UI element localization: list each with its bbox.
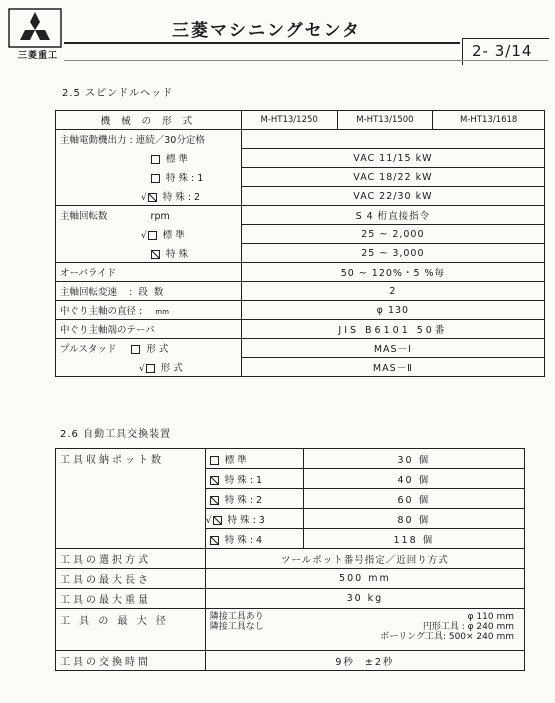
checkbox-icon: [146, 364, 155, 373]
motor-label: 主軸電動機出力: [60, 135, 127, 147]
option-label: 形 式: [160, 362, 183, 374]
speed-label: 主軸回転数: [60, 211, 108, 223]
empty-cell: [56, 529, 206, 549]
value-cell: 118 個: [303, 529, 524, 549]
motor-label-cell: [56, 130, 242, 149]
option-cell: [205, 489, 303, 509]
value-cell: 60 個: [303, 489, 524, 509]
table-row: [56, 263, 545, 282]
max-diameter-content: [210, 612, 520, 642]
table-row: [56, 509, 525, 529]
document-title: 三菱マシニングセンタ: [172, 21, 361, 41]
max-diameter-label: 工 具 の 最 大 径: [56, 609, 206, 651]
value-cell: MAS－Ⅱ: [241, 358, 544, 377]
option-cell: [56, 168, 242, 187]
table-row: [56, 225, 545, 244]
check-mark-icon: √: [141, 231, 147, 241]
taper-value: JIS B6101 50番: [241, 320, 544, 339]
option-cell: [56, 358, 242, 377]
table-row: [56, 339, 545, 358]
option-cell: [205, 529, 303, 549]
checkbox-icon: [131, 345, 140, 354]
option-label: 標 準: [162, 230, 185, 241]
table-row: [56, 651, 525, 671]
header-line: [64, 42, 460, 44]
model-1250: M-HT13/1250: [241, 111, 337, 130]
checkbox-icon: [151, 155, 160, 164]
option-cell: [205, 509, 303, 529]
checkbox-icon: [148, 231, 157, 240]
checked-box-icon: [151, 250, 160, 259]
value-cell: MAS－Ⅰ: [241, 339, 544, 358]
checked-box-icon: [210, 476, 219, 485]
check-mark-icon: √: [141, 192, 147, 203]
checkbox-icon: [210, 456, 219, 465]
option-label: 特 殊 : 4: [224, 534, 263, 546]
selection-value: ツールポット番号指定／近回り方式: [205, 549, 524, 569]
bore-dia-cell: [56, 301, 242, 320]
max-length-value: 500 mm: [205, 569, 524, 589]
checked-box-icon: [148, 193, 157, 202]
table-row: [56, 168, 545, 187]
pull-stud-cell: [56, 339, 242, 358]
bore-dia-unit: mm: [155, 308, 169, 316]
option-cell: [205, 469, 303, 489]
value-cell: 40 個: [303, 469, 524, 489]
option-label: 特 殊 : 3: [227, 514, 265, 526]
speed-label-cell: [56, 206, 242, 225]
max-diameter-cell: [205, 609, 524, 651]
section-heading-atc: 2.6 自動工具交換装置: [60, 429, 172, 440]
table-row: [56, 549, 525, 569]
check-mark-icon: √: [139, 363, 145, 374]
option-label: 形 式: [146, 344, 169, 356]
table-row: [56, 244, 545, 263]
checkbox-icon: [151, 174, 160, 183]
table-row: [56, 358, 545, 377]
option-cell: [205, 449, 303, 469]
option-cell: [56, 244, 242, 263]
option-label: 特 殊 : 1: [166, 173, 204, 184]
empty-cell: [241, 130, 544, 149]
adjacency-col: [210, 612, 264, 642]
table-row: [56, 609, 525, 651]
value-cell: 80 個: [303, 509, 524, 529]
value-cell: 30 個: [303, 449, 524, 469]
value-cell: 25 ~ 3,000: [241, 244, 544, 263]
max-weight-value: 30 kg: [205, 589, 524, 609]
table-row: [56, 206, 545, 225]
checked-box-icon: [210, 536, 219, 545]
option-cell: [56, 149, 242, 168]
empty-cell: [56, 509, 206, 529]
bore-dia-value: φ 130: [241, 301, 544, 320]
company-name: 三菱重工: [18, 51, 59, 61]
check-mark-icon: √: [205, 515, 212, 526]
change-time-label: 工具の交換時間: [56, 651, 206, 671]
adjacent-no: 隣接工具なし: [209, 622, 264, 632]
option-cell: [56, 225, 242, 244]
option-cell: [56, 187, 242, 206]
model-1618: M-HT13/1618: [433, 111, 545, 130]
checked-box-icon: [213, 516, 222, 525]
page-number: 2- 3/14: [472, 42, 533, 60]
gear-value: 2: [241, 282, 544, 301]
table-row: [56, 489, 525, 509]
selection-label: 工具の選択方式: [56, 549, 206, 569]
override-label: オーバライド: [56, 263, 242, 282]
diameter-boring-tool: ボーリング工具: 500× 240 mm: [380, 632, 514, 642]
table-row: [56, 320, 545, 339]
option-label: 特 殊 : 1: [224, 474, 263, 486]
speed-unit: rpm: [150, 211, 170, 223]
max-length-label: 工具の最大長さ: [56, 569, 206, 589]
option-label: 標 準: [224, 454, 247, 466]
table-row: [56, 569, 525, 589]
empty-cell: [56, 469, 206, 489]
table-row: [56, 187, 545, 206]
max-weight-label: 工具の最大重量: [56, 589, 206, 609]
speed-command: S 4 桁直接指令: [241, 206, 544, 225]
change-time-value: 9秒 ±2秒: [205, 651, 524, 671]
diameter-round-tool: 円形工具 : φ 240 mm: [422, 622, 514, 632]
table-row: [56, 301, 545, 320]
option-label: 特 殊 : 2: [224, 494, 263, 506]
spindle-spec-table: [55, 110, 545, 377]
diameter-adjacent: φ 110 mm: [467, 612, 514, 622]
option-label: 特 殊 : 2: [162, 191, 201, 203]
diameter-values: [380, 612, 520, 642]
adjacent-yes: 隣接工具あり: [209, 612, 264, 622]
value-cell: VAC 11/15 kW: [241, 149, 544, 168]
pot-count-label: 工具収納ポット数: [56, 449, 206, 469]
value-cell: 25 ~ 2,000: [241, 225, 544, 244]
table-row: [56, 589, 525, 609]
override-value: 50 ~ 120%・5 %毎: [241, 263, 544, 282]
checked-box-icon: [210, 496, 219, 505]
table-row: [56, 149, 545, 168]
gear-label: 主軸回転変速 : 段 数: [56, 282, 242, 301]
table-row: [56, 130, 545, 149]
option-label: 特 殊: [166, 248, 189, 260]
machine-type-header: 機 械 の 形 式: [56, 111, 242, 130]
header-rule: [64, 60, 548, 61]
value-cell: VAC 18/22 kW: [241, 168, 544, 187]
section-heading-spindle: 2.5 スピンドルヘッド: [62, 88, 174, 99]
empty-cell: [56, 489, 206, 509]
pull-stud-label: プルスタッド: [60, 344, 117, 356]
table-row: [56, 469, 525, 489]
option-label: 標 準: [166, 154, 189, 165]
table-header-row: [56, 111, 545, 130]
table-row: [56, 449, 525, 469]
motor-sub: : 連続／30分定格: [129, 135, 205, 147]
table-row: [56, 529, 525, 549]
value-cell: VAC 22/30 kW: [241, 187, 544, 206]
bore-dia-label: 中ぐり主軸の直径 :: [60, 306, 143, 317]
atc-spec-table: [55, 448, 525, 671]
model-1500: M-HT13/1500: [337, 111, 433, 130]
table-row: [56, 282, 545, 301]
taper-label: 中ぐり主軸端のテーパ: [56, 320, 242, 339]
